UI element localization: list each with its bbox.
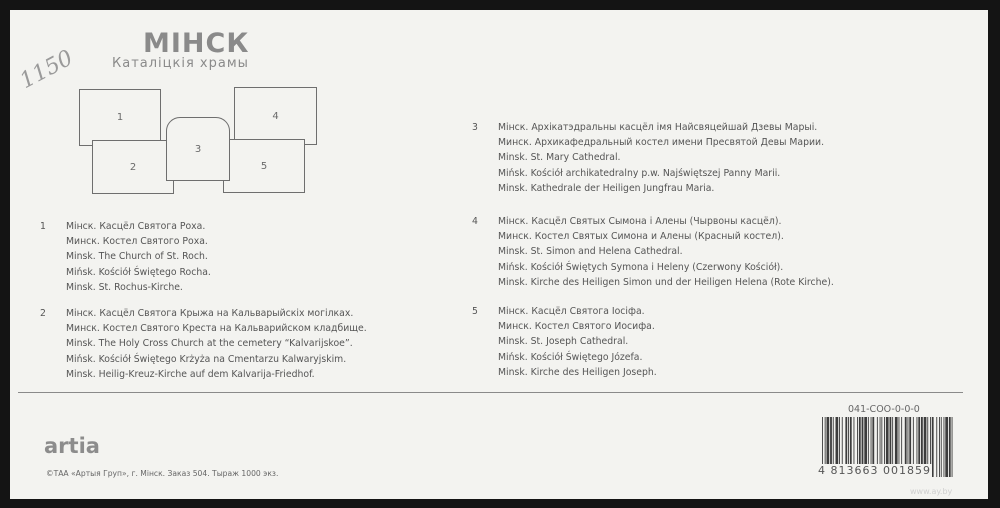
caption-line: Минск. Костел Святых Симона и Алены (Красный костел). [498, 231, 784, 243]
caption-line: Мінск. Архікатэдральны касцёл імя Найсвяцейшай Дзевы Марыі. [498, 122, 818, 133]
caption-number: 3 [472, 122, 478, 133]
caption-line: Minsk. The Holy Cross Church at the cemetery “Kalvarijskoe”. [66, 338, 353, 350]
thumbnail-4: 4 [234, 87, 317, 145]
caption-number: 1 [40, 221, 46, 232]
thumbnail-5: 5 [223, 139, 305, 193]
barcode-number: 4 813663 001859 [818, 464, 931, 477]
product-code: 041-COO-0-0-0 [848, 404, 920, 415]
caption-line: Минск. Костел Святого Креста на Кальварийском кладбище. [66, 323, 367, 335]
publisher-logo: artia [44, 434, 100, 458]
caption-line: Minsk. Kathedrale der Heiligen Jungfrau Maria. [498, 182, 715, 194]
caption-line: Minsk. Kirche des Heiligen Simon und der Heiligen Helena (Rote Kirche). [498, 276, 834, 288]
caption-line: Мінск. Касцёл Святога Крыжа на Кальварыйскіх могілках. [66, 308, 354, 319]
caption-line: Мінск. Касцёл Святога Іосіфа. [498, 306, 645, 317]
caption-line: Minsk. St. Mary Cathedral. [498, 152, 621, 164]
caption-number: 5 [472, 306, 478, 317]
caption-line: Minsk. Kirche des Heiligen Joseph. [498, 366, 657, 378]
caption-line: Мінск. Касцёл Святога Роха. [66, 221, 206, 232]
caption-line: Minsk. St. Joseph Cathedral. [498, 336, 629, 348]
caption-line: Минск. Костел Святого Роха. [66, 236, 208, 248]
thumbnail-2: 2 [92, 140, 174, 194]
caption-line: Mińsk. Kościół Świętych Symona i Heleny (Czerwony Kościół). [498, 261, 784, 273]
divider-line [18, 392, 963, 393]
caption-number: 2 [40, 308, 46, 319]
caption-line: Мінск. Касцёл Святых Сымона і Алены (Чырвоны касцёл). [498, 216, 782, 227]
handwritten-note: 1150 [16, 45, 78, 95]
caption-line: Mińsk. Kościół Świętego Józefa. [498, 351, 643, 363]
caption-line: Minsk. St. Simon and Helena Cathedral. [498, 246, 683, 258]
watermark: www.ay.by [910, 487, 953, 496]
caption-line: Mińsk. Kościół Świętego Rocha. [66, 266, 211, 278]
caption-line: Minsk. Heilig-Kreuz-Kirche auf dem Kalvarija-Friedhof. [66, 368, 315, 380]
caption-line: Minsk. St. Rochus-Kirche. [66, 281, 183, 293]
imprint-text: ©ТАА «Артыя Груп», г. Мінск. Заказ 504. Тыраж 1000 экз. [46, 469, 279, 478]
thumbnail-3: 3 [166, 117, 230, 181]
caption-line: Минск. Костел Святого Иосифа. [498, 321, 655, 333]
caption-number: 4 [472, 216, 478, 227]
thumbnail-1: 1 [79, 89, 161, 146]
caption-line: Минск. Архикафедральный костел имени Пресвятой Девы Марии. [498, 137, 825, 149]
caption-line: Mińsk. Kościół archikatedralny p.w. Najświętszej Panny Marii. [498, 167, 781, 179]
page-subtitle: Каталіцкія храмы [112, 56, 249, 71]
caption-line: Minsk. The Church of St. Roch. [66, 251, 208, 263]
caption-line: Mińsk. Kościół Świętego Krżyża na Cmentarzu Kalwaryjskim. [66, 353, 347, 365]
page-title: МІНСК [143, 28, 250, 59]
